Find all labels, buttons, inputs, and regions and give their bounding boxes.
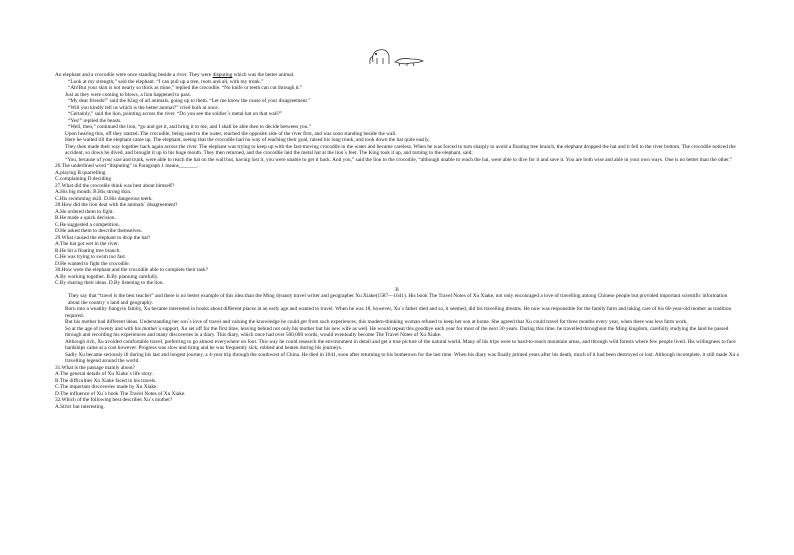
- option-line: A.His big mouth. B.His strong skin.: [55, 189, 132, 195]
- option-line: A.playing B.quarrelling: [55, 169, 106, 176]
- passage-a-paragraph: “You, because of your size and trunk, were able to reach the hat on the wall but, having lost it, you were unable to get it back. And you,” said the lion to the crocodile, “although unable to reach the hat, were able to dive for it and save it. You are both wise and able in your own ways. One is no better than the other.”: [65, 156, 733, 163]
- crocodile-icon: [395, 58, 423, 66]
- question-line: 29.What caused the elephant to drop the hat?: [55, 234, 151, 241]
- passage-b-paragraph: So at the age of twenty and with his mother´s support, Xu set off for the first time, leaving behind not only his mother but his new wife as well. He would repeat this goodbye each year for most of the next 30 years. During this time, he travelled throughout the Ming kingdom, carefully studying the land he passed through and recording his experiences and many discoveries in a diary. This diary, which once had over 500,000 words, would eventually become The Travel Notes of Xu Xiake.: [65, 325, 729, 338]
- passage-a-paragraph-1: An elephant and a crocodile were once standing beside a river. They were disputing which was the better animal.: [55, 72, 295, 78]
- passage-a-line: “Look at my strength,” said the elephant. “I can pull up a tree, roots and all, with my trunk.”: [68, 78, 264, 85]
- elephant-icon: [370, 50, 389, 64]
- passage-b-paragraph: Born into a wealthy Jiangyin family, Xu became interested in books about different places at an early age and wanted to travel. When he was 18, however, Xu´s father died and so, it seemed, did his travelling dreams. He now was responsible for the family farm and taking care of his 60-year-old mother as tradition required.: [65, 306, 732, 319]
- passage-a-paragraph: They then made their way together back again across the river. The elephant was trying to keep up with the fast-moving crocodile in the water and became careless. When he was forced to turn sharply to avoid a floating tree branch, the elephant dropped the hat and it fell to the river bottom. The crocodile noticed the accident, so down he dived, and brought it up in his huge mouth. They then returned, and the crocodile laid the metal hat at the lion´s feet. The King took it up, and turning to the elephant, said:: [65, 143, 736, 156]
- section-b-heading: B: [395, 286, 399, 293]
- passage-a-line: “Yes!” replied the beasts.: [68, 117, 122, 124]
- passage-b-paragraph: Although rich, Xu avoided comfortable travel, preferring to go almost everywhere on foot. This way he could research the environment in detail and get a true picture of the natural world. Many of his trips were to hard-to-reach mountain areas, and through wild forests where few people lived. His willingness to face hardships came at a cost however. Progress was slow and tiring and he was frequently sick, robbed and beaten during his journeys.: [65, 338, 736, 351]
- passage-a-line: “My dear friends!” said the King of all animals, going up to them. “Let me know the cause of your disagreement.”: [68, 98, 311, 104]
- passage-a-line: “Certainly,” said the lion, pointing across the river. “Do you see the soldier´s metal hat on that wall?”: [68, 111, 283, 117]
- option-line: D.He wanted to fight the crocodile.: [55, 260, 130, 267]
- option-line: D.He asked them to describe themselves.: [55, 228, 143, 234]
- option-line: A.By working together. B.By planning carefully.: [55, 273, 159, 280]
- elephant-crocodile-illustration: [367, 44, 425, 70]
- option-line: C.By sharing their ideas. D.By listening to the lion.: [55, 280, 164, 286]
- passage-a-line: “Ah!But your skin is not nearly so thick as mine,” replied the crocodile. “No knife or teeth can cut through it.”: [68, 85, 303, 91]
- question-line: 31.What is the passage mainly about?: [55, 364, 136, 371]
- option-line: C.complaining D.deciding: [55, 176, 112, 182]
- option-line: C.He was trying to swim too fast.: [55, 254, 127, 260]
- option-line: C.He suggested a competition.: [55, 221, 120, 228]
- option-line: B.The difficulties Xu Xiake faced in his travels.: [55, 377, 157, 384]
- passage-b-paragraph: But his mother had different ideas. Understanding her son´s love of travel and valuing the knowledge he could get from such experiences, this modern-thinking woman refused to keep her son at home. She agreed that Xu could travel for three months every year, when there was less farm work.: [65, 319, 688, 325]
- reading-content: [55, 72, 739, 410]
- option-line: C.His swimming skill. D.His dangerous teeth.: [55, 195, 153, 202]
- passage-a-line: Upon hearing this, off they started. The crocodile, being used to the water, reached the opposite side of the river first, and was soon standing beside the wall.: [65, 130, 397, 137]
- option-line: D.The influence of Xu´s book The Travel Notes of Xu Xiake.: [55, 390, 186, 397]
- underlined-word: disputing: [212, 72, 233, 78]
- passage-a-line: Just as they were coming to blows, a lion happened to pass.: [65, 91, 192, 98]
- question-line: 32.Which of the following best describes Xu´s mother?: [55, 397, 173, 403]
- option-line: B.He made a quick decision.: [55, 215, 116, 221]
- passage-a-line: “Well, then,” continued the lion, “go and get it, and bring it to me, and I shall be able then to decide between you.”: [68, 124, 312, 130]
- passage-a-line: Here he waited till the elephant came up. The elephant, seeing that the crocodile had no way of reaching their goal, raised his long trunk, and took down the hat quite easily.: [65, 137, 430, 143]
- option-line: B.He hit a floating tree branch.: [55, 247, 121, 254]
- option-line: A.The general details of Xu Xiake´s life story.: [55, 371, 154, 377]
- option-line: C.The important discoveries made by Xu Xiake.: [55, 384, 158, 390]
- question-line: 28.How did the lion deal with the animals´ disagreement?: [55, 202, 178, 208]
- passage-b-paragraph: They say that “travel is the best teacher” and there is no better example of this idea than the Ming dynasty travel writer and geographer Xu Xiake(1587—1641). His book The Travel Notes of Xu Xiake, not only encouraged a love of travelling among Chinese people but provided important scientific information about the country´s land and geography.: [68, 293, 728, 306]
- passage-b-paragraph: Sadly Xu became seriously ill during his last and longest journey, a 4-year trip through the southwest of China. He died in 1641, soon after returning to his hometown for the last time. When his diary was finally printed years after his death, much of it had been destroyed or lost. Although incomplete, it still made Xu a travelling legend around the world.: [65, 351, 739, 364]
- option-line: A.Strict but interesting.: [55, 403, 105, 410]
- question-line: 30.How were the elephant and the crocodile able to complete their task?: [55, 267, 208, 273]
- option-line: A.He ordered them to fight.: [55, 208, 114, 215]
- question-line: 26.The underlined word “disputing” in Paragraph 1 means_______.: [55, 163, 199, 169]
- option-line: A.The hat got wet in the river.: [55, 241, 119, 247]
- passage-a-line: “Will you kindly tell us which is the better animal?” cried both at once.: [68, 104, 219, 111]
- question-line: 27.What did the crocodile think was best about himself?: [55, 182, 175, 189]
